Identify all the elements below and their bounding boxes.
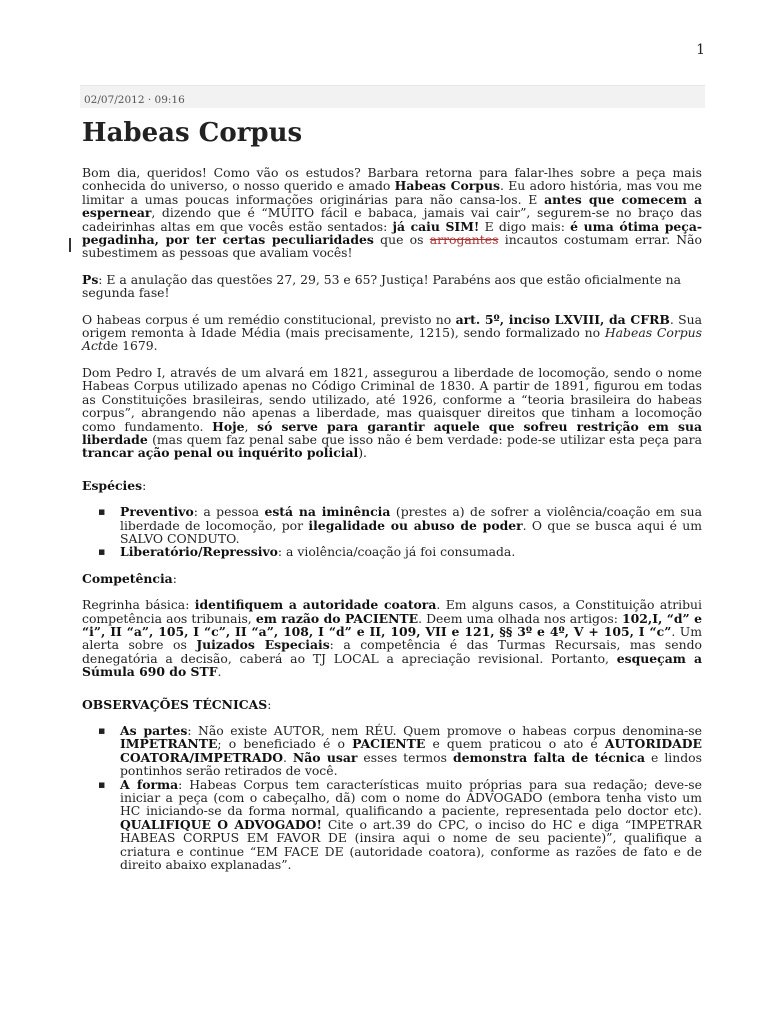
ps-paragraph: Ps: E a anulação das questões 27, 29, 53 e 65? Justiça! Parabéns aos que estão oficialmente na segunda fase! [82, 271, 681, 301]
list-item: ▪ As partes: Não existe AUTOR, nem RÉU. Quem promove o habeas corpus denomina-se IMPETRANTE; o beneficiado é o PACIENTE e quem praticou o ato é AUTORIDADE COATORA/IMPETRADO. Não usar esses termos demonstra falta de técnica e lindos pontinhos serão retirados de você. [120, 724, 702, 778]
article-body [82, 118, 702, 884]
list-item: ▪ A forma: Habeas Corpus tem características muito próprias para sua redação; deve-se iniciar a peça (com o cabeçalho, dã) com o nome do ADVOGADO (embora tenha visto um HC iniciando-se da forma normal, qualificando a paciente, representada pelo doctor etc). QUALIFIQUE O ADVOGADO! Cite o art.39 do CPC, o inciso do HC e diga “IMPETRAR HABEAS CORPUS EM FAVOR DE (insira aqui o nome de seu paciente)”, qualifique a criatura e continue “EM FACE DE (autoridade coatora), conforme as razões de fato e de direito abaixo explanadas”. [120, 778, 702, 872]
post-datetime: 02/07/2012 · 09:16 [84, 94, 185, 106]
text-cursor-mark [69, 238, 71, 252]
species-heading: Espécies: [82, 477, 147, 493]
strikethrough-word: arrogantes [429, 232, 499, 248]
page-number: 1 [696, 42, 705, 58]
list-item: ▪ Liberatório/Repressivo: a violência/coação já foi consumada. [120, 545, 702, 558]
list-item: ▪ Preventivo: a pessoa está na iminência (prestes a) de sofrer a violência/coação em sua liberdade de locomoção, por ilegalidade ou abuso de poder. O que se busca aqui é um SALVO CONDUTO. [120, 505, 702, 545]
post-meta-bar [80, 85, 705, 108]
article-title: Habeas Corpus [82, 118, 303, 148]
technical-heading: OBSERVAÇÕES TÉCNICAS: [82, 696, 272, 712]
species-list [82, 505, 702, 559]
competence-heading: Competência: [82, 570, 177, 586]
intro-paragraph: Bom dia, queridos! Como vão os estudos? Barbara retorna para falar-lhes sobre a peça mais conhecida do universo, o nosso querido e amado Habeas Corpus. Eu adoro história, mas vou me limitar a umas poucas informações originárias para não cansa-los. E antes que comecem a espernear, dizendo que é “MUITO fácil e babaca, jamais vai cair”, segurem-se no braço das cadeirinhas altas em que vocês estão sentados: já caiu SIM! E digo mais: é uma ótima peça-pegadinha, por ter certas peculiaridades que os arrogantes incautos costumam errar. Não subestimem as pessoas que avaliam vocês! [82, 165, 702, 261]
technical-list [82, 724, 702, 871]
origin-paragraph: O habeas corpus é um remédio constitucional, previsto no art. 5º, inciso LXVIII, da CFRB. Sua origem remonta à Idade Média (mais precisamente, 1215), sendo formalizado no Habeas Corpus Actde 1679. [82, 311, 703, 354]
history-paragraph: Dom Pedro I, através de um alvará em 1821, assegurou a liberdade de locomoção, sendo o nome Habeas Corpus utilizado apenas no Código Criminal de 1830. A partir de 1891, figurou em todas as Constituições brasileiras, sendo utilizado, até 1926, conforme a “teoria brasileira do habeas corpus”, abrangendo não apenas a liberdade, mas quaisquer direitos que tinham a locomoção como fundamento. Hoje, só serve para garantir aquele que sofreu restrição em sua liberdade (mas quem faz penal sabe que isso não é bem verdade: pode-se utilizar esta peça para trancar ação penal ou inquérito policial). [82, 364, 702, 461]
competence-paragraph: Regrinha básica: identifiquem a autoridade coatora. Em alguns casos, a Constituição atribui competência aos tribunais, em razão do PACIENTE. Deem uma olhada nos artigos: 102,I, “d” e “i”, II “a”, 105, I “c”, II “a”, 108, I “d” e II, 109, VII e 121, §§ 3º e 4º, V + 105, I “c”. Um alerta sobre os Juizados Especiais: a competência é das Turmas Recursais, mas sendo denegatória a decisão, caberá ao TJ LOCAL a apreciação revisional. Portanto, esqueçam a Súmula 690 do STF. [82, 597, 703, 680]
